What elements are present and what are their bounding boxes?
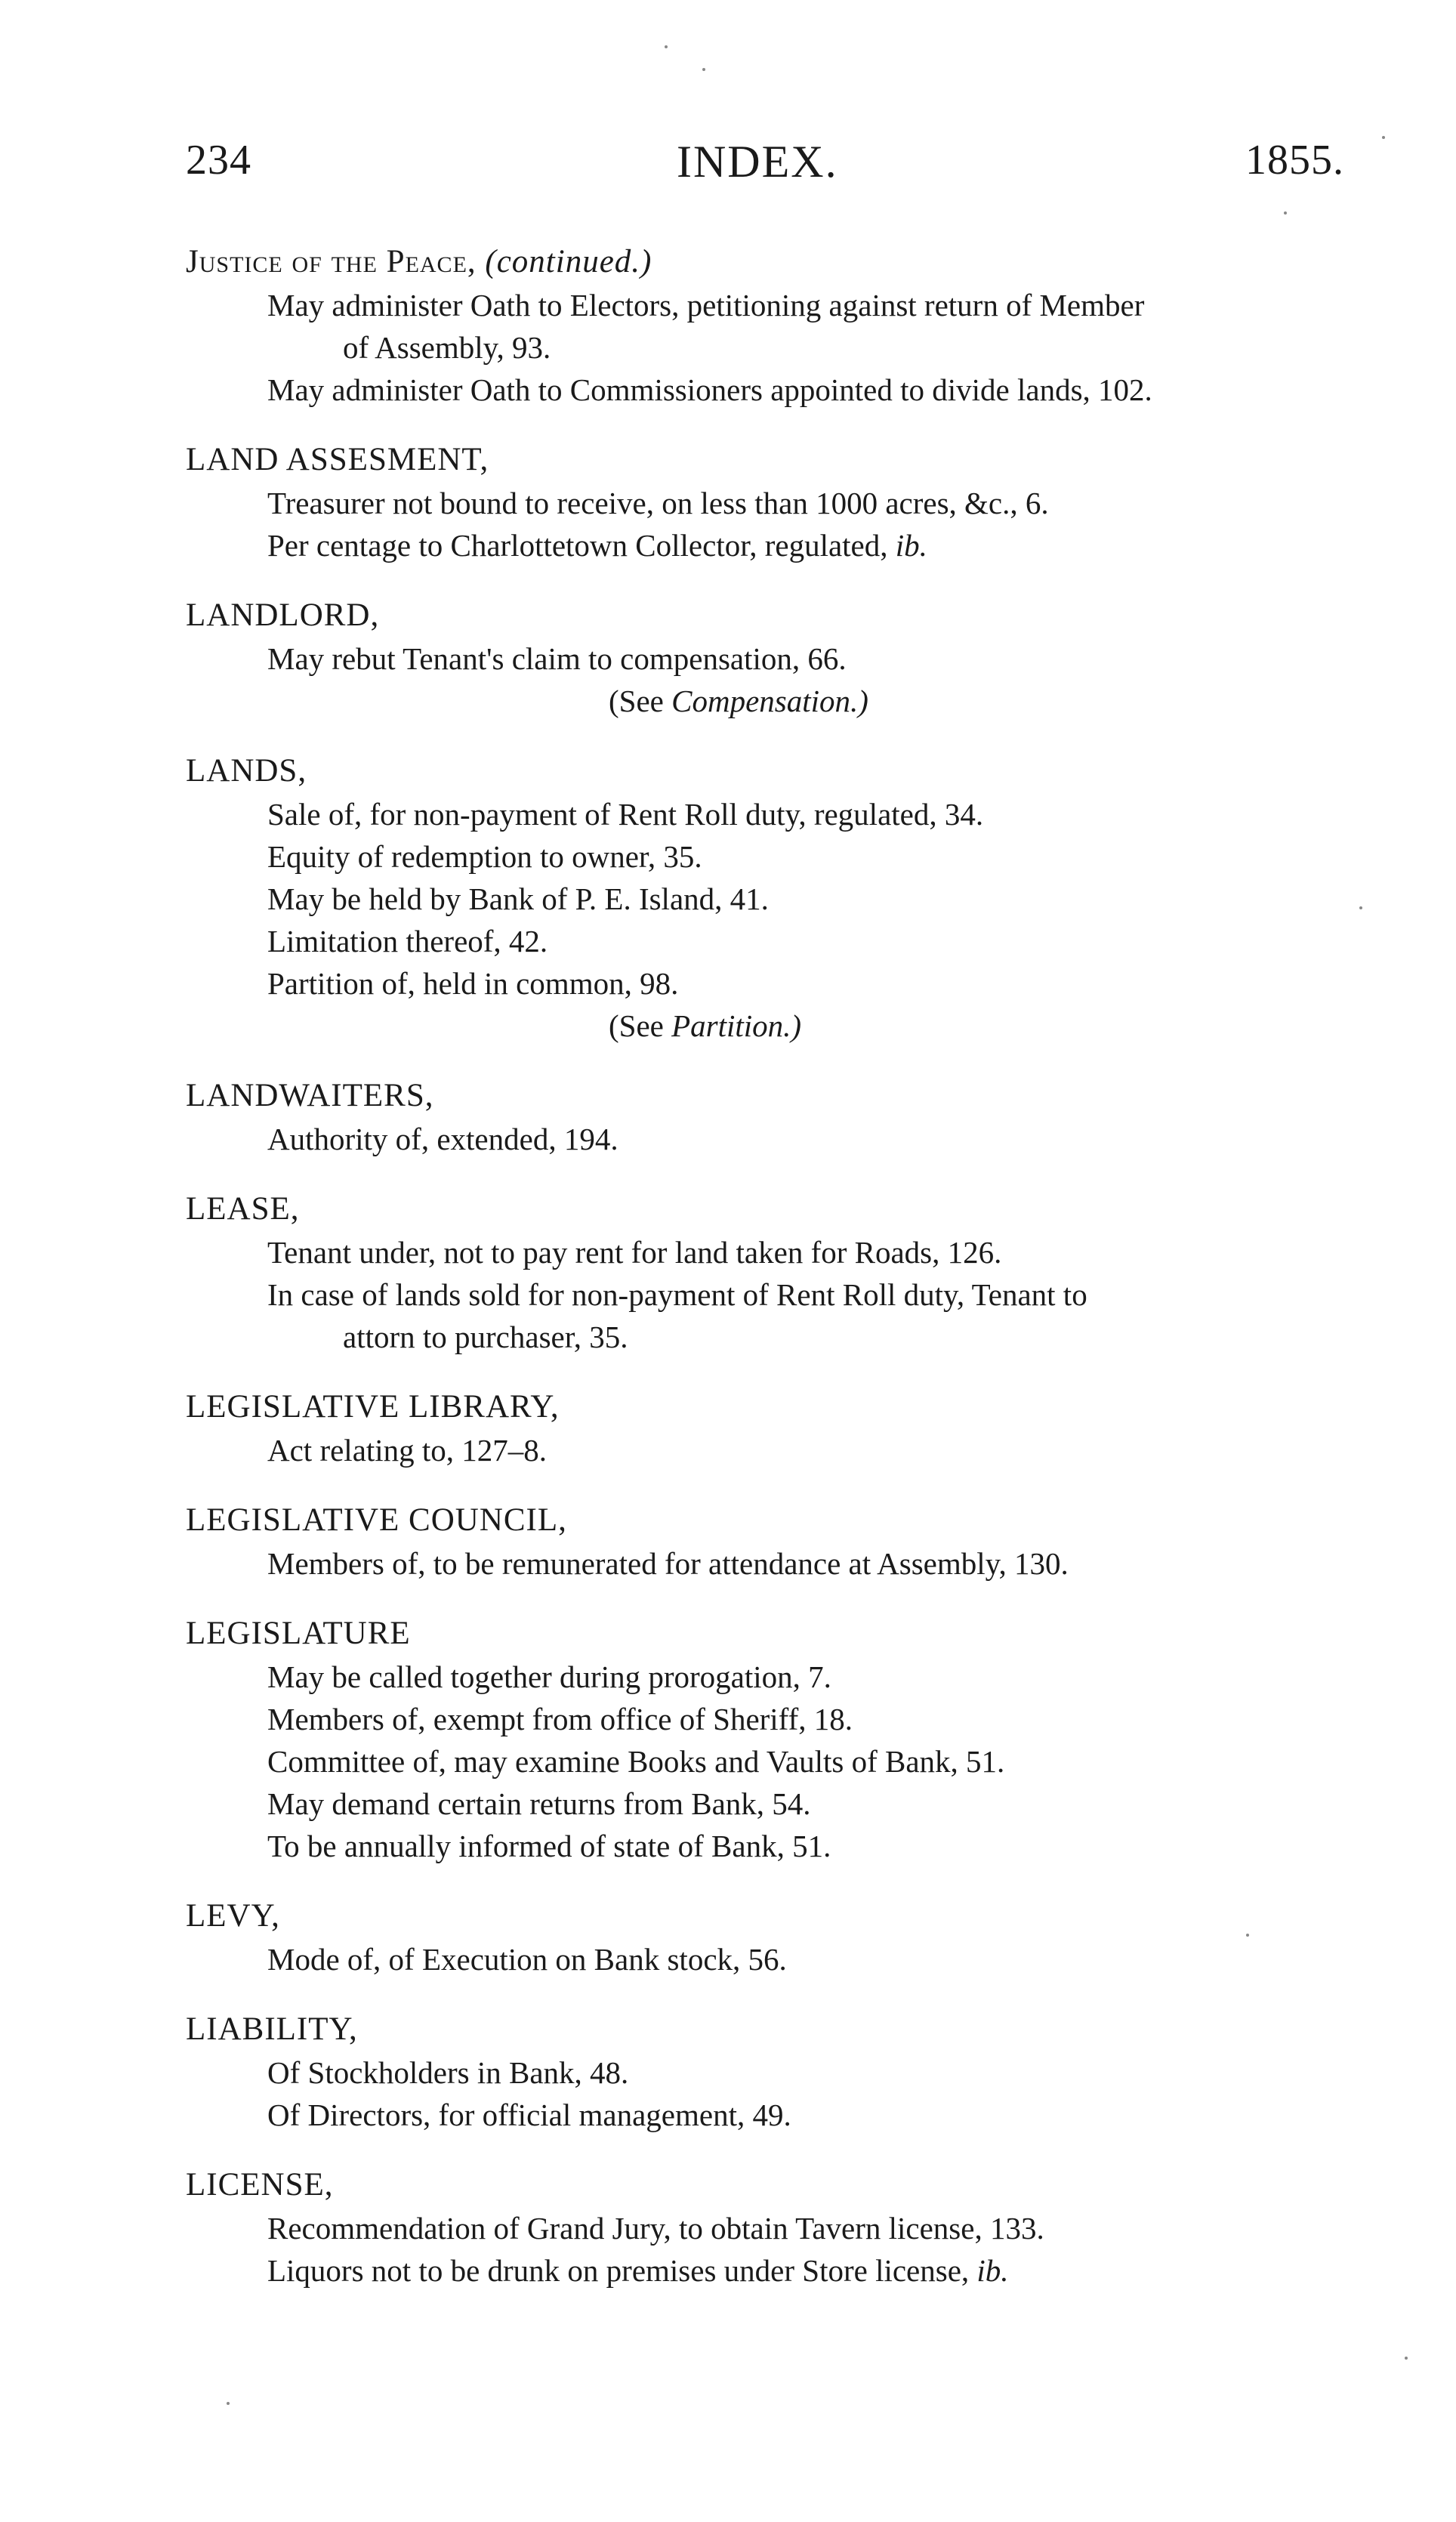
entry-line: Sale of, for non-payment of Rent Roll duty, regulated, 34. [267,797,984,832]
heading-note: (continued.) [485,244,652,279]
entry-heading: Justice of the Peace, (continued.) [186,244,652,279]
entry-line: Recommendation of Grand Jury, to obtain Tavern license, 133. [267,2211,1044,2246]
entry-line: Limitation thereof, 42. [267,924,548,958]
index-entry [186,1612,1379,1867]
entry-heading: LEVY, [186,1898,280,1934]
entry-line: Partition of, held in common, 98. [267,966,679,1001]
index-entry [186,594,1379,722]
entry-line: May be called together during prorogation, 7. [267,1659,831,1694]
entry-line: Liquors not to be drunk on premises under Store license, ib. [267,2253,1009,2288]
index-entry [186,1074,1379,1160]
index-entry [186,1894,1379,1980]
entry-line: May demand certain returns from Bank, 54. [267,1786,811,1821]
scan-speck [1359,906,1362,909]
entry-line: Act relating to, 127–8. [267,1433,548,1468]
page-number: 234 [186,137,251,184]
entry-line: To be annually informed of state of Bank, 51. [267,1829,831,1863]
entry-line: Equity of redemption to owner, 35. [267,839,702,874]
index-entry [186,2163,1379,2292]
page-year: 1855. [1245,137,1344,184]
entry-line: Members of, to be remunerated for attendance at Assembly, 130. [267,1546,1069,1581]
entry-line: Committee of, may examine Books and Vaults of Bank, 51. [267,1744,1005,1779]
entry-line: Treasurer not bound to receive, on less than 1000 acres, &c., 6. [267,486,1049,520]
scan-speck [1382,136,1385,139]
index-entry [186,1385,1379,1471]
entry-line: In case of lands sold for non-payment of Rent Roll duty, Tenant to [267,1277,1087,1312]
entry-heading: LEGISLATIVE COUNCIL, [186,1502,567,1538]
entry-heading: LEGISLATURE [186,1616,411,1651]
entry-line: May administer Oath to Commissioners appointed to divide lands, 102. [267,372,1152,407]
entry-heading: LAND ASSESMENT, [186,442,489,477]
index-entry [186,240,1379,411]
index-entry [186,1187,1379,1358]
entry-line: Of Directors, for official management, 49. [267,2098,791,2132]
entry-line: Members of, exempt from office of Sheriff, 18. [267,1702,853,1736]
page-header [186,136,1374,204]
entry-heading: LANDS, [186,753,307,789]
index-entry [186,1499,1379,1585]
index-content [186,240,1379,2319]
entry-line: of Assembly, 93. [343,330,551,365]
entry-line: attorn to purchaser, 35. [343,1320,628,1354]
entry-heading: LIABILITY, [186,2011,358,2047]
scan-speck [1284,211,1287,215]
entry-line: Authority of, extended, 194. [267,1122,618,1156]
entry-heading: LICENSE, [186,2167,334,2203]
page-title: INDEX. [677,137,838,187]
see-reference: (See Partition.) [609,1008,802,1043]
ibid-abbrev: ib. [976,2253,1009,2288]
entry-line: Mode of, of Execution on Bank stock, 56. [267,1942,787,1977]
entry-heading: LEGISLATIVE LIBRARY, [186,1389,560,1425]
see-reference: (See Compensation.) [609,684,868,718]
entry-line: Tenant under, not to pay rent for land taken for Roads, 126. [267,1235,1002,1270]
entry-heading: LANDLORD, [186,597,380,633]
entry-heading: LEASE, [186,1191,300,1227]
entry-heading: LANDWAITERS, [186,1078,434,1113]
scan-speck [665,45,668,48]
scan-speck [1405,2357,1408,2360]
ibid-abbrev: ib. [895,528,927,563]
entry-line: Per centage to Charlottetown Collector, regulated, ib. [267,528,927,563]
scan-speck [702,68,705,71]
entry-line: May administer Oath to Electors, petitioning against return of Member [267,288,1145,323]
index-entry [186,749,1379,1047]
entry-line: Of Stockholders in Bank, 48. [267,2055,629,2090]
entry-line: May rebut Tenant's claim to compensation, 66. [267,641,847,676]
entry-line: May be held by Bank of P. E. Island, 41. [267,881,769,916]
index-entry [186,438,1379,566]
scan-speck [1246,1934,1249,1937]
index-entry [186,2008,1379,2136]
scan-speck [227,2402,230,2405]
